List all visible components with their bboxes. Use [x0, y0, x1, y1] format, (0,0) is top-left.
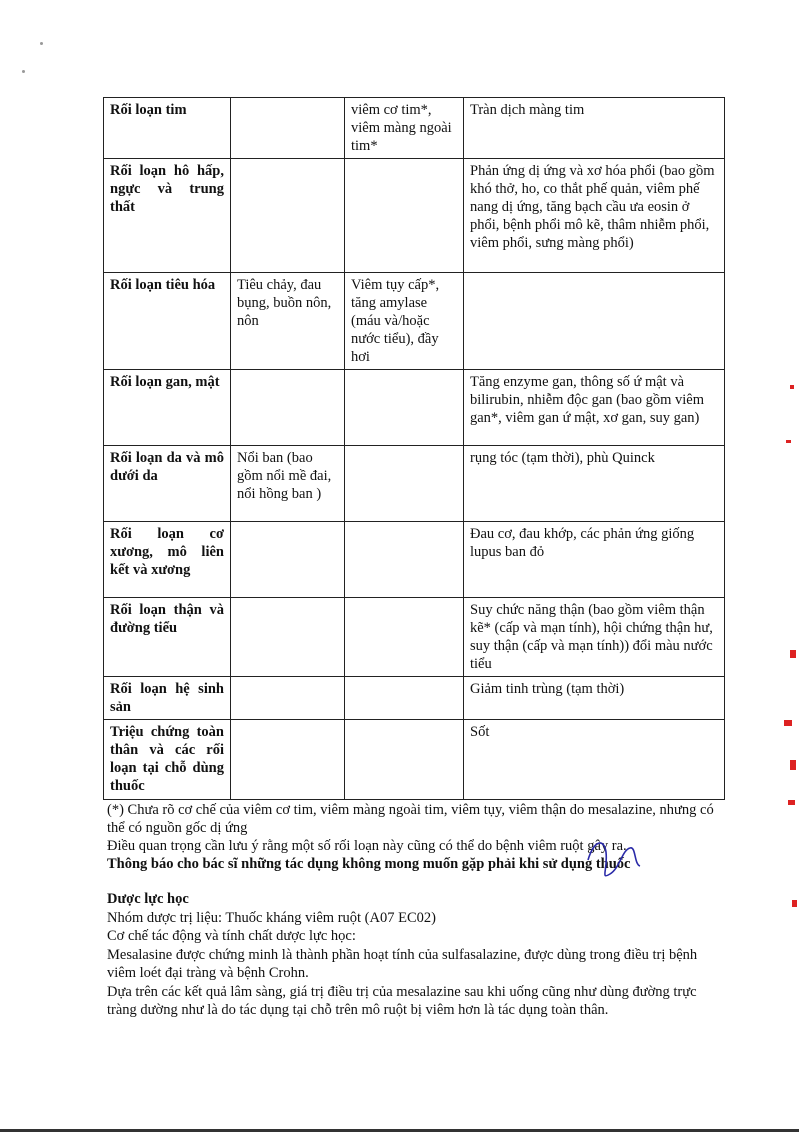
table-row	[104, 677, 725, 720]
stamp-edge-mark	[790, 760, 796, 770]
uncommon-cell	[345, 446, 464, 522]
organ-class-cell: Rối loạn hệ sinh sản	[104, 677, 231, 720]
signature-mark	[580, 830, 660, 890]
uncommon-cell: Viêm tụy cấp*, tăng amylase (máu và/hoặc nước tiểu), đầy hơi	[345, 273, 464, 370]
table-row	[104, 370, 725, 446]
rare-cell: Giảm tinh trùng (tạm thời)	[464, 677, 725, 720]
mechanism-label: Cơ chế tác động và tính chất dược lực học:	[107, 928, 356, 944]
table-row	[104, 98, 725, 159]
common-cell	[231, 720, 345, 800]
stamp-edge-mark	[784, 720, 792, 726]
organ-class-cell: Triệu chứng toàn thân và các rối loạn tại chỗ dùng thuốc	[104, 720, 231, 800]
table-row	[104, 598, 725, 677]
rare-cell: Phản ứng dị ứng và xơ hóa phổi (bao gồm khó thở, ho, co thắt phế quản, viêm phế nang dị ứng, tăng bạch cầu ưa eosin ở phổi, bệnh phổi mô kẽ, thâm nhiễm phổi, viêm phổi, sưng màng phổi)	[464, 159, 725, 273]
uncommon-cell	[345, 522, 464, 598]
important-note-text: Điều quan trọng cần lưu ý rằng một số rối loạn này cũng có thể do bệnh viêm ruột gây ra.	[107, 838, 627, 854]
table-row	[104, 273, 725, 370]
common-cell	[231, 370, 345, 446]
stamp-edge-mark	[790, 385, 794, 389]
rare-cell: Tăng enzyme gan, thông số ứ mật và bilirubin, nhiễm độc gan (bao gồm viêm gan*, viêm gan ứ mật, xơ gan, suy gan)	[464, 370, 725, 446]
organ-class-cell: Rối loạn cơ xương, mô liên kết và xương	[104, 522, 231, 598]
page-bottom-edge	[0, 1129, 799, 1132]
notify-doctor-text: Thông báo cho bác sĩ những tác dụng không mong muốn gặp phải khi sử dụng thuốc	[107, 856, 631, 872]
common-cell	[231, 159, 345, 273]
stamp-edge-mark	[792, 900, 797, 907]
rare-cell: Đau cơ, đau khớp, các phản ứng giống lupus ban đỏ	[464, 522, 725, 598]
stamp-edge-mark	[788, 800, 795, 805]
stamp-edge-mark	[790, 650, 796, 658]
common-cell	[231, 98, 345, 159]
table-row	[104, 522, 725, 598]
organ-class-cell: Rối loạn tiêu hóa	[104, 273, 231, 370]
rare-cell: Sốt	[464, 720, 725, 800]
organ-class-cell: Rối loạn thận và đường tiểu	[104, 598, 231, 677]
organ-class-cell: Rối loạn tim	[104, 98, 231, 159]
uncommon-cell	[345, 720, 464, 800]
rare-cell: Suy chức năng thận (bao gồm viêm thận kẽ* (cấp và mạn tính), hội chứng thận hư, suy thận (cấp và mạn tính)) đổi màu nước tiểu	[464, 598, 725, 677]
stamp-edge-mark	[786, 440, 791, 443]
paragraph: Dựa trên các kết quả lâm sàng, giá trị điều trị của mesalazine sau khi uống cũng như dùng đường trực tràng dường như là do tác dụng tại chỗ trên mô ruột bị viêm hơn là tác dụng toàn thân.	[107, 983, 697, 1018]
rare-cell: Tràn dịch màng tim	[464, 98, 725, 159]
scan-artifact	[40, 42, 43, 45]
table-row	[104, 159, 725, 273]
common-cell: Nổi ban (bao gồm nổi mề đai, nổi hồng ban )	[231, 446, 345, 522]
common-cell	[231, 522, 345, 598]
uncommon-cell	[345, 159, 464, 273]
footnote-text: (*) Chưa rõ cơ chế của viêm cơ tim, viêm màng ngoài tim, viêm tụy, viêm thận do mesalazine, nhưng có thể có nguồn gốc dị ứng	[107, 802, 714, 836]
table-row	[104, 720, 725, 800]
organ-class-cell: Rối loạn hô hấp, ngực và trung thất	[104, 159, 231, 273]
uncommon-cell	[345, 370, 464, 446]
common-cell	[231, 598, 345, 677]
rare-cell	[464, 273, 725, 370]
common-cell: Tiêu chảy, đau bụng, buồn nôn, nôn	[231, 273, 345, 370]
section-heading: Dược lực học	[107, 891, 189, 907]
uncommon-cell	[345, 598, 464, 677]
pharmacodynamics-section	[107, 890, 717, 1020]
therapeutic-group-text: Nhóm dược trị liệu: Thuốc kháng viêm ruột (A07 EC02)	[107, 909, 436, 926]
table-row	[104, 446, 725, 522]
organ-class-cell: Rối loạn gan, mật	[104, 370, 231, 446]
organ-class-cell: Rối loạn da và mô dưới da	[104, 446, 231, 522]
rare-cell: rụng tóc (tạm thời), phù Quinck	[464, 446, 725, 522]
paragraph: Mesalasine được chứng minh là thành phần hoạt tính của sulfasalazine, được dùng trong điều trị bệnh viêm loét đại tràng và bệnh Crohn.	[107, 946, 698, 981]
common-cell	[231, 677, 345, 720]
uncommon-cell	[345, 677, 464, 720]
adverse-effects-table	[103, 97, 725, 800]
scan-artifact	[22, 70, 25, 73]
uncommon-cell: viêm cơ tim*, viêm màng ngoài tim*	[345, 98, 464, 159]
